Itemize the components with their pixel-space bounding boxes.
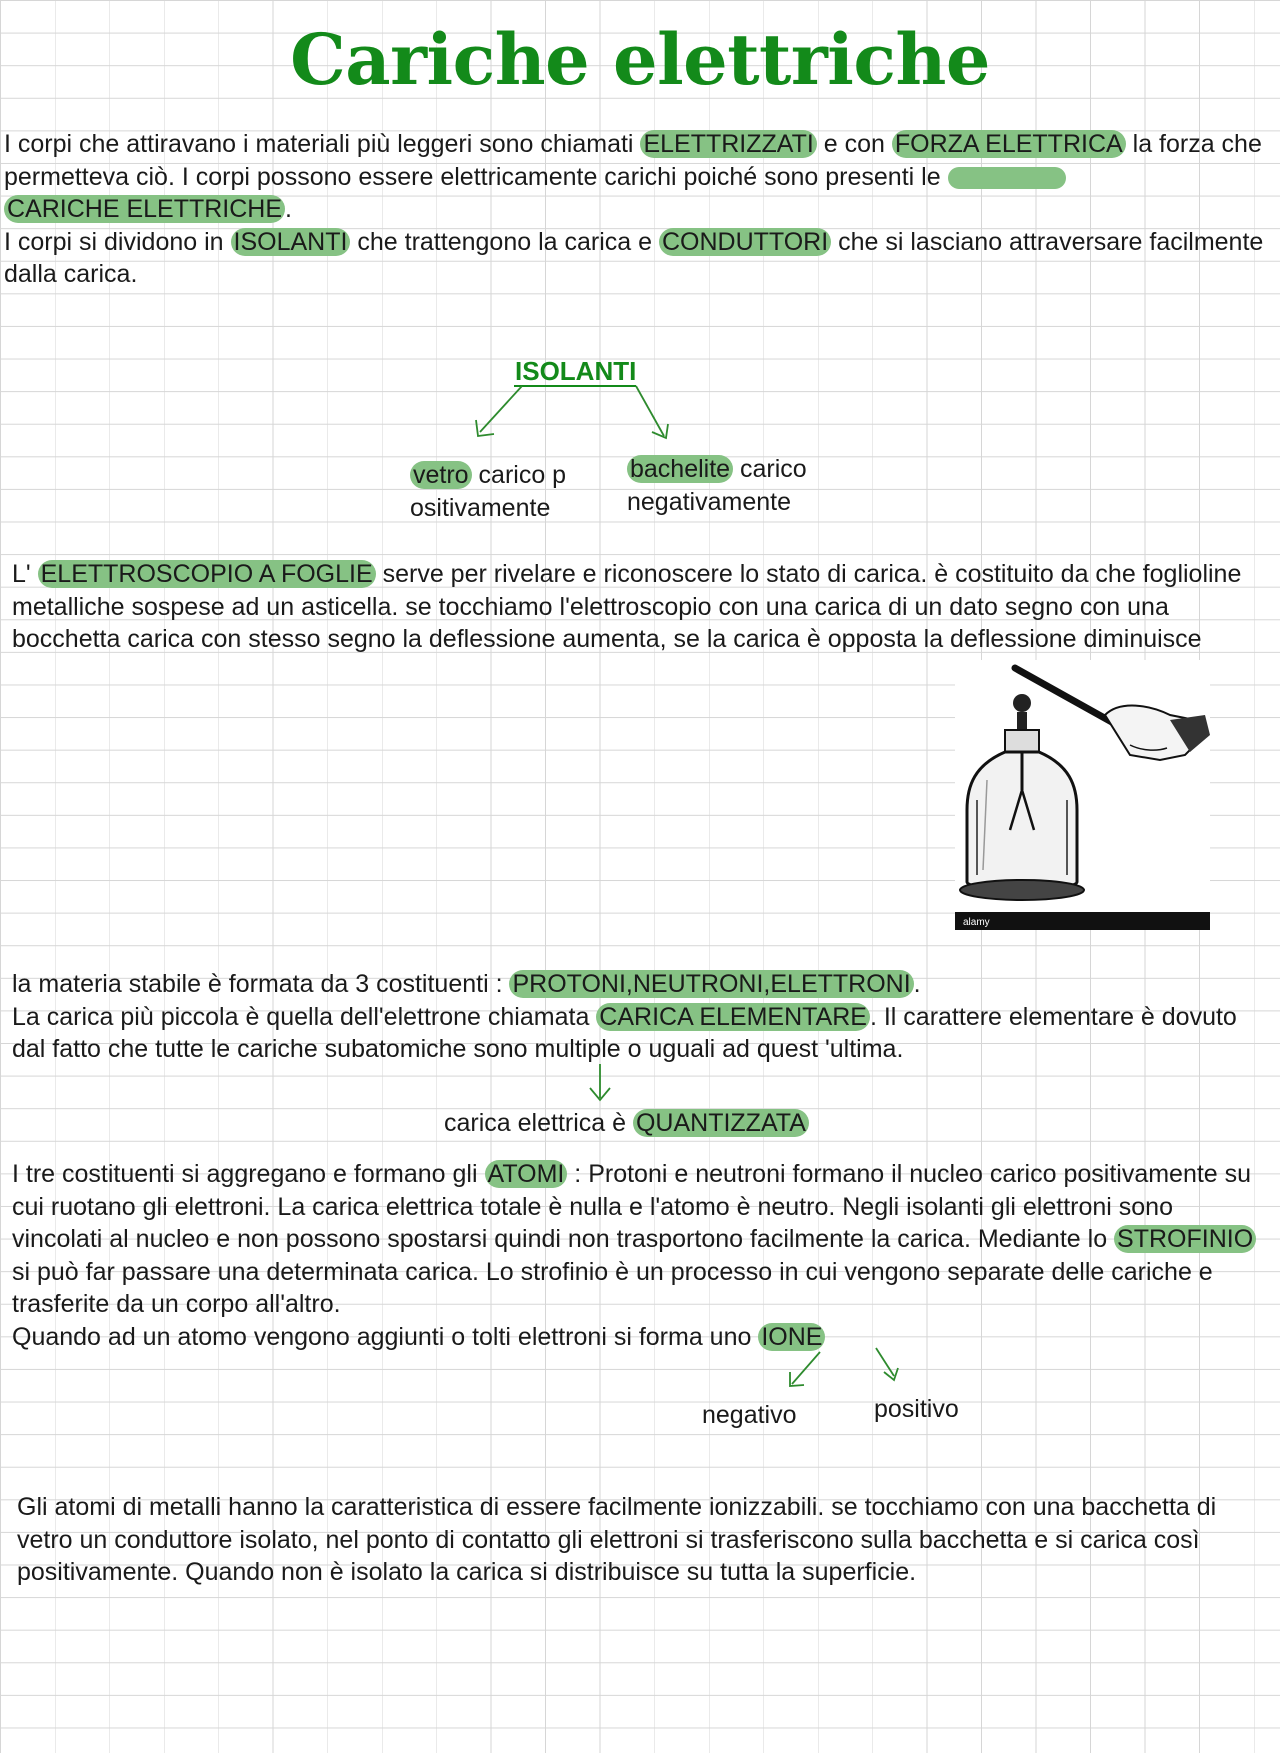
atomi-text: I tre costituenti si aggregano e formano gli	[12, 1160, 485, 1188]
highlight-vetro: vetro	[410, 461, 472, 489]
arrow-bachelite	[636, 386, 668, 438]
highlight-carica-elementare: CARICA ELEMENTARE	[596, 1003, 870, 1031]
intro-text: e con	[816, 130, 892, 158]
intro-text: .	[285, 195, 292, 224]
highlight-forza-elettrica: FORZA ELETTRICA	[892, 130, 1126, 158]
highlight-bachelite: bachelite	[627, 455, 733, 483]
atomi-text: Quando ad un atomo vengono aggiunti o tolti elettroni si forma uno	[12, 1322, 759, 1351]
bachelite-text: carico	[733, 455, 807, 483]
arrow-quantizzata	[590, 1064, 610, 1100]
elettroscopio-text: serve per rivelare e riconoscere lo stato di carica. è costituito da che foglioline metalliche sospese ad un asticella. se tocchiamo l'elettroscopio con una carica di un dato segno con una bocchetta carica con stesso segno la deflessione aumenta, se la carica è opposta la deflessione diminuisce	[12, 560, 1242, 654]
ione-positivo-label: positivo	[874, 1395, 959, 1423]
page-title: Cariche elettriche	[290, 18, 990, 101]
materia-text: la materia stabile è formata da 3 costituenti :	[12, 970, 510, 998]
elettroscopio-text: L'	[12, 560, 38, 588]
highlight-quantizzata: QUANTIZZATA	[633, 1109, 809, 1137]
highlight-strofinio: STROFINIO	[1114, 1225, 1256, 1253]
watermark-text: alamy	[963, 917, 990, 928]
highlight-elettroscopio: ELETTROSCOPIO A FOGLIE	[38, 560, 376, 588]
highlight-elettrizzati: ELETTRIZZATI	[640, 130, 816, 158]
arrow-vetro	[476, 386, 522, 436]
arrow-ione-positivo	[876, 1348, 898, 1380]
highlight-isolanti: ISOLANTI	[231, 228, 351, 256]
materia-text: .	[913, 970, 921, 998]
quantizzata-text: carica elettrica è	[444, 1109, 633, 1137]
intro-text: I corpi che attiravano i materiali più leggeri sono chiamati	[4, 130, 641, 158]
intro-text: la forza che permetteva ciò. I corpi possono essere elettricamente carichi poiché sono presenti le	[4, 130, 1262, 191]
intro-text: che trattengono la carica e	[350, 227, 659, 256]
vetro-text-line2: ositivamente	[410, 493, 551, 522]
metalli-paragraph: Gli atomi di metalli hanno la caratteristica di essere facilmente ionizzabili. se tocchiamo con una bacchetta di vetro un conduttore isolato, nel ponto di contatto gli elettroni si trasferiscono sulla bacchetta e si carica così positivamente. Quando non è isolato la carica si distribuisce su tutta la superficie.	[17, 1493, 1217, 1587]
atomi-text: : Protoni e neutroni formano il nucleo carico positivamente su cui ruotano gli elettroni. La carica elettrica totale è nulla e l'atomo è neutro. Negli isolanti gli elettroni sono vincolati al nucleo e non possono spostarsi quindi non trasportono facilmente la carica. Mediante lo	[12, 1160, 1252, 1254]
intro-text: che si lasciano attraversare facilmente dalla carica.	[4, 227, 1264, 289]
intro-text: I corpi si dividono in	[4, 227, 231, 256]
ione-negativo-label: negativo	[702, 1401, 797, 1429]
highlight-atomi: ATOMI	[485, 1160, 568, 1188]
materia-text: La carica più piccola è quella dell'elettrone chiamata	[12, 1002, 597, 1031]
highlight-cariche-elettriche: CARICHE ELETTRICHE	[4, 195, 285, 223]
vetro-text: carico p	[471, 461, 567, 489]
isolanti-heading: ISOLANTI	[515, 356, 637, 386]
materia-text: . Il carattere elementare è dovuto dal fatto che tutte le cariche subatomiche sono multiple o uguali ad quest 'ultima.	[12, 1002, 1237, 1064]
arrow-ione-negativo	[790, 1352, 820, 1386]
highlight-ione: IONE	[758, 1323, 825, 1351]
highlight-conduttori: CONDUTTORI	[659, 228, 831, 256]
atomi-text: si può far passare una determinata carica. Lo strofinio è un processo in cui vengono separate delle cariche e trasferite da un corpo all'altro.	[12, 1257, 1213, 1319]
bachelite-text-line2: negativamente	[627, 487, 792, 516]
highlight-costituenti: PROTONI,NEUTRONI,ELETTRONI	[509, 970, 913, 998]
